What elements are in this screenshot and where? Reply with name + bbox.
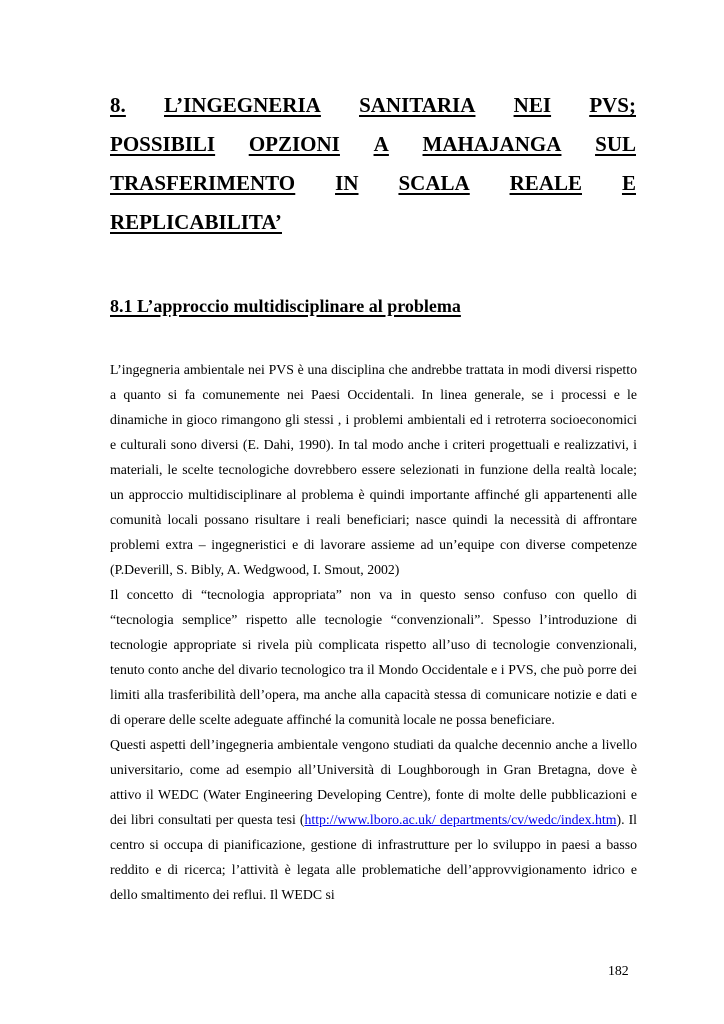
title-word: POSSIBILI bbox=[110, 132, 216, 156]
title-word: OPZIONI bbox=[248, 132, 340, 156]
paragraph-3-text-end: ). Il centro si occupa di pianificazione, gestione di infrastrutture per lo sviluppo in paesi a basso reddito e di ricerca; l’attività è legata alle problematiche dell’approvvigionamento idrico e dello smaltimento dei reflui. Il WEDC si bbox=[110, 812, 637, 902]
title-word: SUL bbox=[595, 132, 636, 156]
paragraph-3-text-start: Questi aspetti dell’ingegneria ambientale vengono studiati da qualche decennio anche a livello universitario, come ad esempio all’Università di Loughborough in Gran Bretagna, dove è attivo il WEDC (Water Engineering Developing Centre), fonte di molte delle pubblicazioni e dei libri consultati per questa tesi ( bbox=[110, 737, 637, 827]
title-word: NEI bbox=[513, 93, 552, 117]
section-heading: 8.1 L’approccio multidisciplinare al problema bbox=[110, 296, 461, 316]
title-word: 8. bbox=[110, 93, 126, 117]
chapter-title-line-4 bbox=[110, 203, 636, 242]
wedc-link[interactable]: http://www.lboro.ac.uk/ departments/cv/wedc/index.htm bbox=[304, 812, 617, 827]
paragraph-2: Il concetto di “tecnologia appropriata” non va in questo senso confuso con quello di “tecnologia semplice” rispetto alle tecnologie “convenzionali”. Spesso l’introduzione di tecnologie appropriate si rivela più complicata rispetto all’uso di tecnologie convenzionali, tenuto conto anche del divario tecnologico tra il Mondo Occidentale e i PVS, che può porre dei limiti alla trasferibilità dell’opera, ma anche alla capacità stessa di comunicare notizie e dati e di operare delle scelte adeguate affinché la comunità locale ne possa beneficiare. bbox=[110, 587, 637, 727]
title-word: REPLICABILITA’ bbox=[110, 210, 282, 234]
chapter-title-line-2 bbox=[110, 125, 636, 164]
title-word: SCALA bbox=[398, 171, 470, 195]
title-word: A bbox=[373, 132, 389, 156]
chapter-title-line-3 bbox=[110, 164, 636, 203]
title-word: PVS; bbox=[589, 93, 636, 117]
chapter-title-line-1 bbox=[110, 86, 636, 125]
chapter-title bbox=[110, 86, 636, 242]
paragraph-1: L’ingegneria ambientale nei PVS è una disciplina che andrebbe trattata in modi diversi rispetto a quanto si fa comunemente nei Paesi Occidentali. In linea generale, se i processi e le dinamiche in gioco rimangono gli stessi , i problemi ambientali ed i retroterra socioeconomici e culturali sono diversi (E. Dahi, 1990). In tal modo anche i criteri progettuali e realizzativi, i materiali, le scelte tecnologiche dovrebbero essere selezionati in funzione della realtà locale; un approccio multidisciplinare al problema è quindi importante affinché gli appartenenti alle comunità locali possano risultare i reali beneficiari; nasce quindi la necessità di affrontare problemi extra – ingegneristici e di lavorare assieme ad un’equipe con diverse competenze (P.Deverill, S. Bibly, A. Wedgwood, I. Smout, 2002) bbox=[110, 362, 637, 577]
title-word: REALE bbox=[509, 171, 582, 195]
title-word: MAHAJANGA bbox=[422, 132, 562, 156]
paragraph-3 bbox=[110, 732, 637, 907]
title-word: TRASFERIMENTO bbox=[110, 171, 296, 195]
title-word: IN bbox=[335, 171, 359, 195]
title-word: L’INGEGNERIA bbox=[164, 93, 321, 117]
title-word: E bbox=[621, 171, 636, 195]
title-word: SANITARIA bbox=[359, 93, 476, 117]
body-text bbox=[110, 357, 637, 907]
page-number: 182 bbox=[608, 963, 629, 978]
